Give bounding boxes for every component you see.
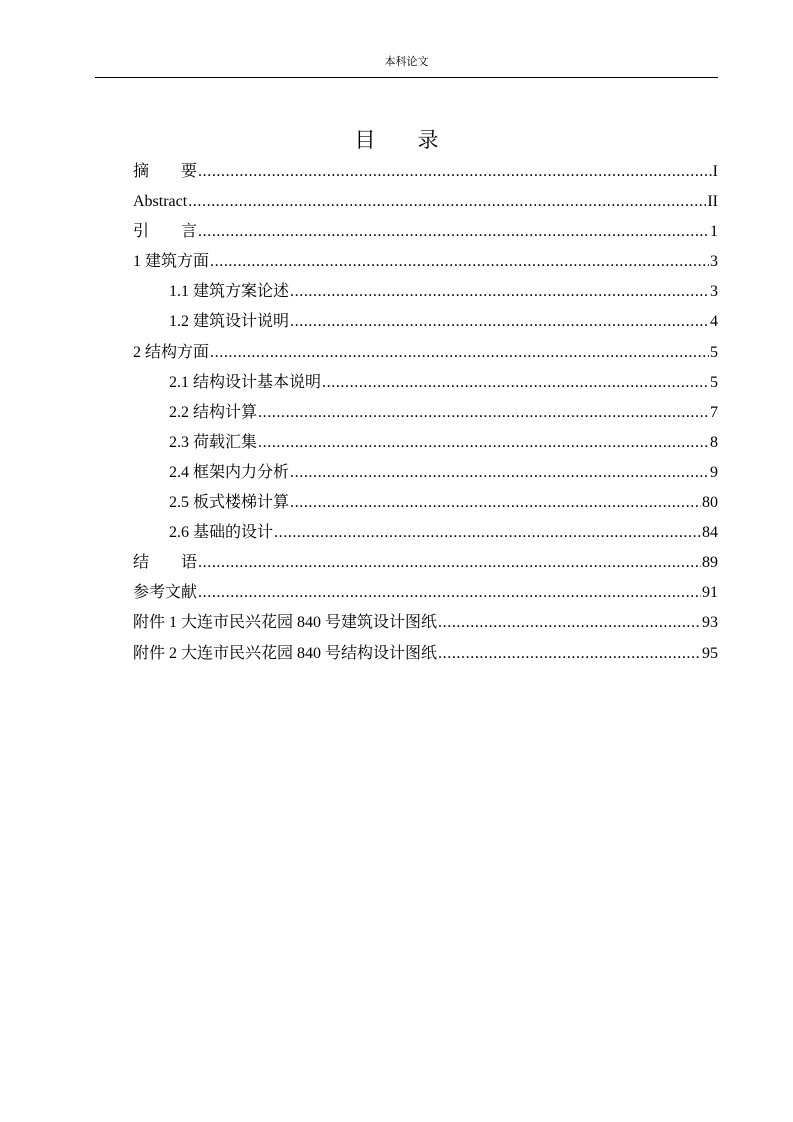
toc-entry-label: 附件 1 大连市民兴花园 840 号建筑设计图纸 [133,614,438,632]
toc-dot-leader [198,157,712,187]
toc-entry-section-1-2[interactable] [133,307,718,337]
toc-entry-section-2-2[interactable] [133,398,718,428]
toc-dot-leader [210,338,709,368]
toc-entry-page: 91 [702,584,718,602]
toc-entry-section-2-5[interactable] [133,488,718,518]
toc-entry-page: II [707,193,718,211]
toc-entry-label: 2.6 基础的设计 [169,524,274,542]
toc-dot-leader [188,187,706,217]
toc-entry-label: 2.4 框架内力分析 [169,463,290,481]
toc-entry-chapter-2[interactable] [133,338,718,368]
toc-entry-page: 5 [710,343,718,361]
toc-dot-leader [258,428,709,458]
toc-entry-page: 9 [710,463,718,481]
toc-entry-label: 2.2 结构计算 [169,403,258,421]
toc-entry-page: 89 [702,554,718,572]
table-of-contents [133,157,718,669]
toc-entry-chapter-1[interactable] [133,247,718,277]
toc-entry-section-2-4[interactable] [133,458,718,488]
toc-entry-label: 2.5 板式楼梯计算 [169,494,290,512]
toc-entry-appendix-1[interactable] [133,608,718,638]
toc-entry-label: 结 语 [133,554,198,572]
toc-dot-leader [290,307,709,337]
toc-entry-label: 摘 要 [133,163,198,180]
toc-dot-leader [290,458,709,488]
toc-entry-label: 1.1 建筑方案论述 [169,283,290,301]
toc-dot-leader [290,277,709,307]
toc-entry-section-2-3[interactable] [133,428,718,458]
toc-dot-leader [198,548,701,578]
toc-entry-conclusion[interactable] [133,548,718,578]
toc-entry-page: 7 [710,403,718,421]
toc-entry-section-2-1[interactable] [133,368,718,398]
toc-entry-abstract-cn[interactable] [133,157,718,187]
toc-entry-label: 引 言 [133,223,198,241]
toc-dot-leader [198,578,701,608]
toc-entry-label: 2.3 荷载汇集 [169,433,258,451]
toc-entry-section-1-1[interactable] [133,277,718,307]
toc-entry-label: 附件 2 大连市民兴花园 840 号结构设计图纸 [133,644,438,662]
toc-entry-label: 2.1 结构设计基本说明 [169,373,322,391]
page-header [95,53,718,78]
toc-dot-leader [274,518,701,548]
toc-entry-label: Abstract [133,193,188,211]
toc-entry-page: I [712,163,718,180]
toc-entry-page: 5 [710,373,718,391]
toc-entry-page: 84 [702,524,718,542]
toc-entry-page: 80 [702,494,718,512]
toc-entry-introduction[interactable] [133,217,718,247]
toc-dot-leader [438,608,701,638]
toc-entry-page: 8 [710,433,718,451]
toc-entry-page: 93 [702,614,718,632]
toc-entry-label: 1 建筑方面 [133,253,210,271]
toc-dot-leader [290,488,701,518]
header-text: 本科论文 [384,56,429,68]
toc-entry-page: 3 [710,253,718,271]
toc-entry-section-2-6[interactable] [133,518,718,548]
toc-entry-page: 3 [710,283,718,301]
toc-entry-label: 参考文献 [133,584,198,602]
toc-dot-leader [438,639,701,669]
toc-entry-references[interactable] [133,578,718,608]
toc-entry-abstract-en[interactable] [133,187,718,217]
toc-entry-label: 2 结构方面 [133,343,210,361]
toc-entry-label: 1.2 建筑设计说明 [169,313,290,331]
toc-entry-page: 4 [710,313,718,331]
toc-entry-page: 95 [702,644,718,662]
toc-entry-page: 1 [710,223,718,241]
toc-dot-leader [210,247,709,277]
toc-dot-leader [322,368,709,398]
toc-title: 目 录 [354,128,439,152]
toc-dot-leader [198,217,709,247]
toc-dot-leader [258,398,709,428]
toc-entry-appendix-2[interactable] [133,639,718,669]
